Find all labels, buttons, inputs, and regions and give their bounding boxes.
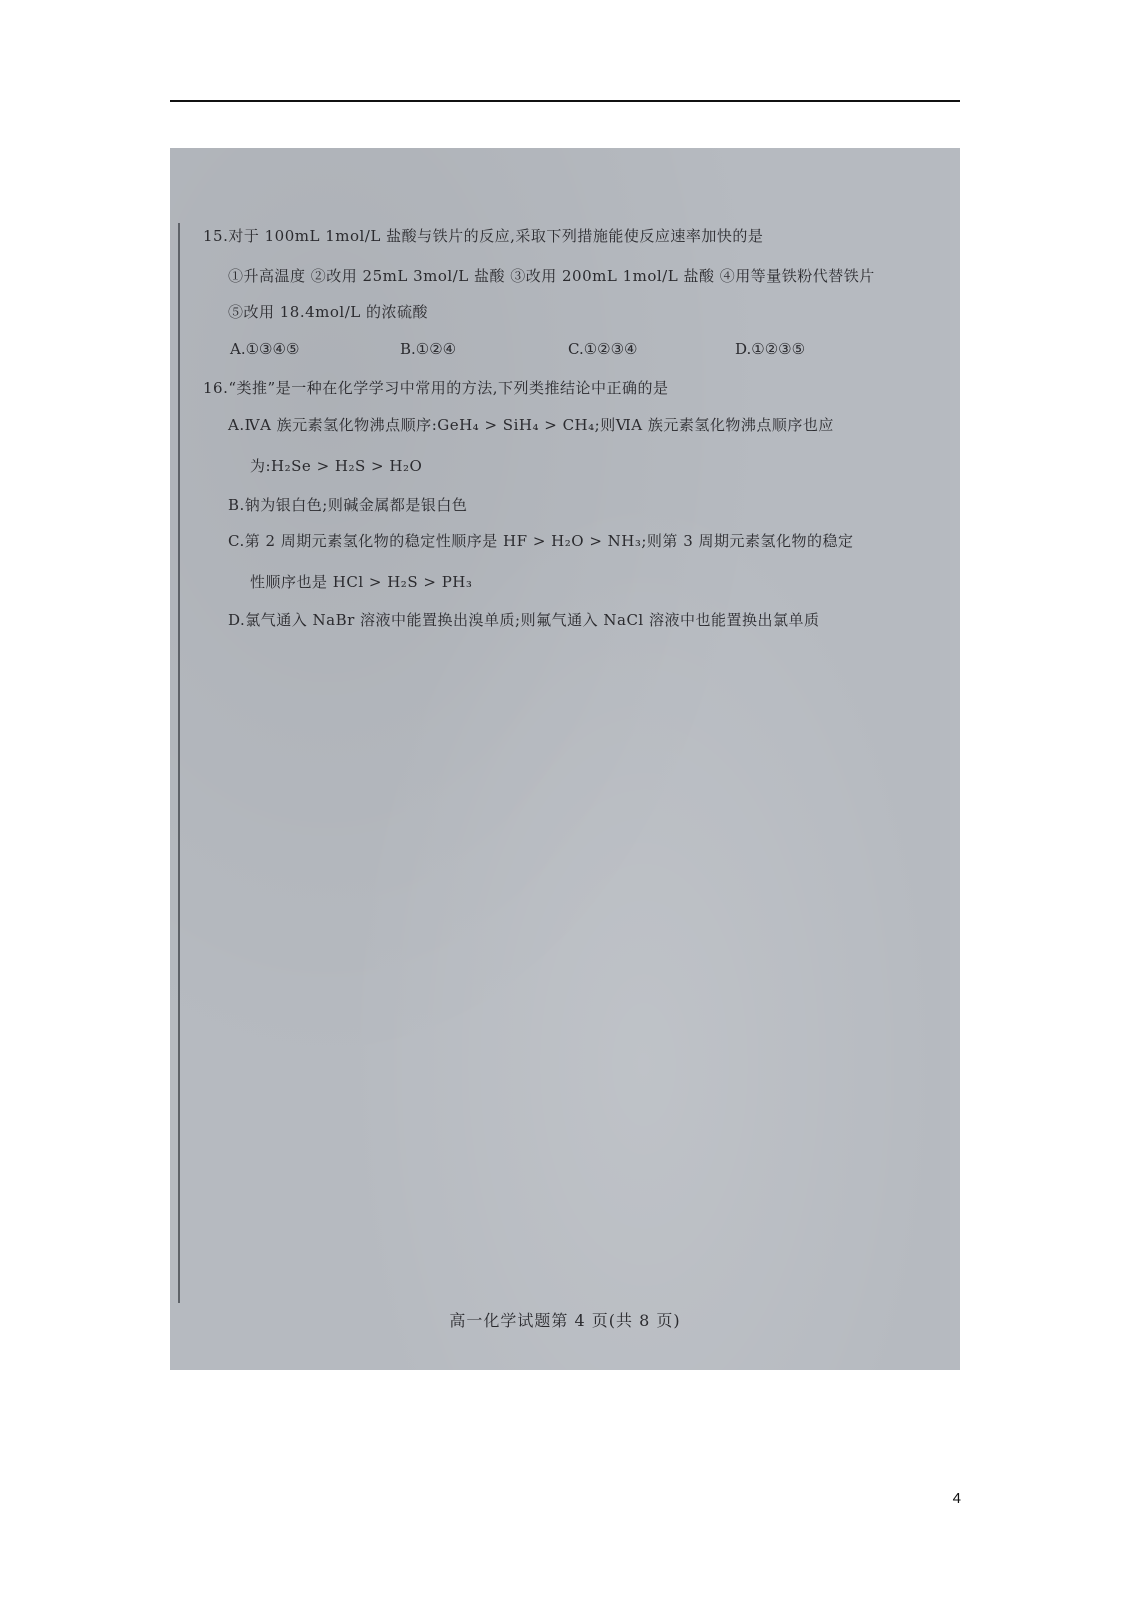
question-15-measures-line-2: ⑤改用 18.4mol/L 的浓硫酸 — [228, 303, 429, 321]
question-15-option-a: A.①③④⑤ — [230, 340, 300, 358]
question-15-option-d: D.①②③⑤ — [735, 340, 806, 358]
question-16-option-b: B.钠为银白色;则碱金属都是银白色 — [228, 496, 468, 514]
question-15-measures-line-1: ①升高温度 ②改用 25mL 3mol/L 盐酸 ③改用 200mL 1mol/L 盐酸 ④用等量铁粉代替铁片 — [228, 267, 875, 285]
binding-margin-line — [178, 223, 180, 1303]
question-16-option-a-line-2: 为:H₂Se > H₂S > H₂O — [250, 457, 423, 475]
question-15-stem: 15.对于 100mL 1mol/L 盐酸与铁片的反应,采取下列措施能使反应速率加快的是 — [203, 227, 764, 245]
page-number: 4 — [952, 1490, 961, 1507]
question-16-option-d: D.氯气通入 NaBr 溶液中能置换出溴单质;则氟气通入 NaCl 溶液中也能置换出氯单质 — [228, 611, 820, 629]
scanned-exam-page — [170, 148, 960, 1370]
question-16-option-a-line-1: A.ⅣA 族元素氢化物沸点顺序:GeH₄ > SiH₄ > CH₄;则ⅥA 族元素氢化物沸点顺序也应 — [228, 416, 834, 434]
question-16-stem: 16.“类推”是一种在化学学习中常用的方法,下列类推结论中正确的是 — [203, 379, 669, 397]
question-15-option-c: C.①②③④ — [568, 340, 638, 358]
exam-page-footer: 高一化学试题第 4 页(共 8 页) — [449, 1311, 681, 1330]
question-16-option-c-line-2: 性顺序也是 HCl > H₂S > PH₃ — [250, 573, 473, 591]
question-16-option-c-line-1: C.第 2 周期元素氢化物的稳定性顺序是 HF > H₂O > NH₃;则第 3 周期元素氢化物的稳定 — [228, 532, 854, 550]
header-rule — [170, 100, 960, 102]
question-15-option-b: B.①②④ — [400, 340, 457, 358]
